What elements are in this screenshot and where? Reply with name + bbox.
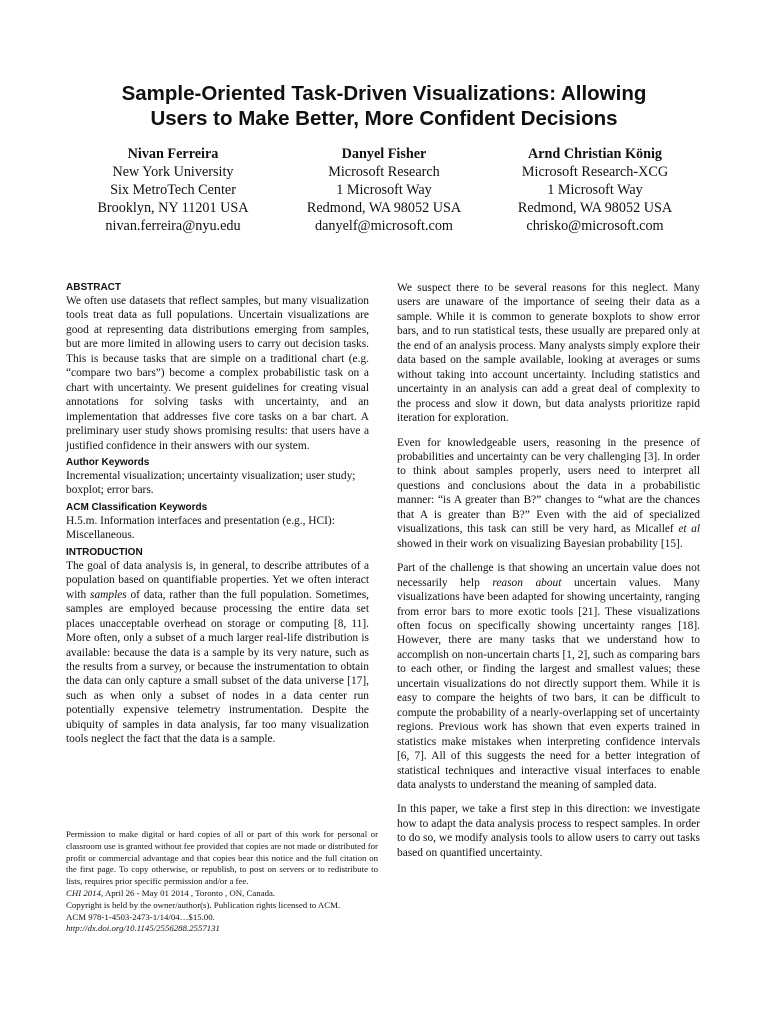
- left-column: [66, 281, 369, 747]
- body-paragraph-1: We suspect there to be several reasons for this neglect. Many users are unaware of the importance of seeing their data as a sample. While it is common to generate boxplots to show error bars, and to run statistical tests, these usually are prepared only at the end of an analysis process. Many analysts simply explore their data based on the sample available, looking at averages or sums without taking into account uncertainty. Including statistics and uncertainty in an analysis can add a great deal of complexity to the process and slow it down, but data analysts prioritize rapid iteration for exploration.: [397, 282, 700, 425]
- author-name: Nivan Ferreira: [127, 146, 219, 162]
- text-run: of data, rather than the full population. Sometimes, samples are employed because processing the entire data set places unacceptable overhead on storage or computing [8, 11]. More often, only a subset of a much larger real-life distribution is available: because the data is a sample by its very nature, such as the results from a survey, or because the instrumentation to obtain the data can only capture a small subset of the data universe [17], such as when only a subset of nodes in a data center run potentially expensive telemetry instrumentation. Despite the ubiquity of samples in data analysis, far too many visualization tools neglect the fact that the data is a sample.: [66, 588, 369, 746]
- text-run: The goal of data analysis is, in general, to describe attributes of a population based on quantifiable properties. Yet we often interact with: [66, 559, 369, 601]
- emphasis: et al: [678, 523, 700, 536]
- abstract-heading: ABSTRACT: [66, 282, 121, 293]
- author-email: danyelf@microsoft.com: [315, 218, 453, 234]
- venue-name: CHI 2014: [66, 887, 101, 898]
- author-affiliation: Microsoft Research: [328, 164, 440, 180]
- acm-keywords-heading: ACM Classification Keywords: [66, 501, 208, 513]
- title-line-1: Sample-Oriented Task-Driven Visualizations: Allowing: [121, 82, 647, 105]
- author-address: Six MetroTech Center: [110, 182, 236, 198]
- body-paragraph-4: In this paper, we take a first step in this direction: we investigate how to adapt the data analysis process to respect samples. In order to do so, we modify analysis tools to allow users to carry out tasks based on quantified uncertainty.: [397, 803, 700, 859]
- introduction-heading: INTRODUCTION: [66, 546, 143, 558]
- author-block-1: [58, 145, 288, 235]
- body-paragraph-3: [397, 561, 700, 792]
- copyright-line: Copyright is held by the owner/author(s). Publication rights licensed to ACM.: [66, 899, 341, 910]
- author-address: Brooklyn, NY 11201 USA: [97, 200, 249, 216]
- permission-text: Permission to make digital or hard copies of all or part of this work for personal or classroom use is granted without fee provided that copies are not made or distributed for profit or commercial advantage and that copies bear this notice and the full citation on the first page. To copy otherwise, or republish, to post on servers or to redistribute to lists, requires prior specific permission and/or a fee.: [66, 829, 378, 887]
- right-column: [397, 281, 700, 860]
- title-line-2: Users to Make Better, More Confident Decisions: [150, 107, 618, 130]
- author-name: Arnd Christian König: [527, 146, 663, 162]
- emphasis: reason about: [492, 576, 562, 589]
- author-block-2: [269, 145, 499, 235]
- author-keywords-text: Incremental visualization; uncertainty visualization; user study; boxplot; error bars.: [66, 469, 356, 497]
- author-affiliation: Microsoft Research-XCG: [521, 164, 669, 180]
- text-run: Even for knowledgeable users, reasoning in the presence of probabilities and uncertainty can be very challenging [3]. In order to think about samples properly, users need to interpret all questions and conclusions about the data in a probabilistic manner: “is A greater than B?” changes to “what are the chances that A is greater than B?” Even with the aid of specialized visualizations, this task can still be very hard, as Micallef: [397, 436, 700, 536]
- text-run: showed in their work on visualizing Bayesian probability [15].: [397, 537, 683, 550]
- emphasis: samples: [90, 588, 127, 601]
- author-affiliation: New York University: [112, 164, 234, 180]
- permission-block: [66, 829, 378, 935]
- author-address: 1 Microsoft Way: [547, 182, 643, 198]
- text-run: Part of the challenge is that showing an uncertain value does not necessarily help: [397, 562, 700, 589]
- author-block-3: [480, 145, 710, 235]
- introduction-paragraph: [66, 559, 369, 747]
- venue-details: , April 26 - May 01 2014 , Toronto , ON, Canada.: [100, 887, 276, 898]
- text-run: uncertain values. Many visualizations have been adapted for showing uncertainty, ranging from error bars to more exotic tools [21]. These visualizations often focus on specifically showing uncertainty ranges [18]. However, there are many tasks that we understand how to accomplish on non-uncertain charts [1, 2], such as comparing bars to each other, or finding the largest and smallest values; these uncertain visualizations do not directly support them. While it is easy to compare the heights of two bars, it can be difficult to compute the probability of a nearly-overlapping set of uncertainty regions. Previous work has shown that even experts trained in statistics make mistakes when interpreting confidence intervals [6, 7]. All of this suggests the need for a better integration of statistical techniques and interactive visual interfaces to enable data analysts to understand the meaning of sampled data.: [397, 576, 700, 791]
- author-address: Redmond, WA 98052 USA: [306, 200, 462, 216]
- acm-keywords-text: H.5.m. Information interfaces and presentation (e.g., HCI): Miscellaneous.: [66, 514, 335, 542]
- author-keywords-heading: Author Keywords: [66, 456, 150, 468]
- author-address: Redmond, WA 98052 USA: [517, 200, 673, 216]
- author-name: Danyel Fisher: [341, 146, 427, 162]
- author-email: chrisko@microsoft.com: [526, 218, 664, 234]
- doi-link[interactable]: http://dx.doi.org/10.1145/2556288.2557131: [66, 923, 220, 934]
- body-paragraph-2: [397, 436, 700, 552]
- abstract-text: We often use datasets that reflect samples, but many visualization tools treat data as full populations. Uncertain visualizations are good at representing data distributions emerging from samples, but are more limited in allowing users to carry out decision tasks. This is because tasks that are simple on a traditional chart (e.g. “compare two bars”) become a complex probabilistic task on a chart with uncertainty. We present guidelines for creating visual annotations for solving tasks with uncertainty, and an implementation that addresses five core tasks on a bar chart. A preliminary user study shows promising results: that users have a justified confidence in their answers with our system.: [66, 295, 369, 452]
- acm-isbn-line: ACM 978-1-4503-2473-1/14/04…$15.00.: [66, 911, 215, 922]
- author-email: nivan.ferreira@nyu.edu: [105, 218, 241, 234]
- paper-title: [0, 81, 768, 131]
- venue-line: [66, 888, 378, 900]
- author-address: 1 Microsoft Way: [336, 182, 432, 198]
